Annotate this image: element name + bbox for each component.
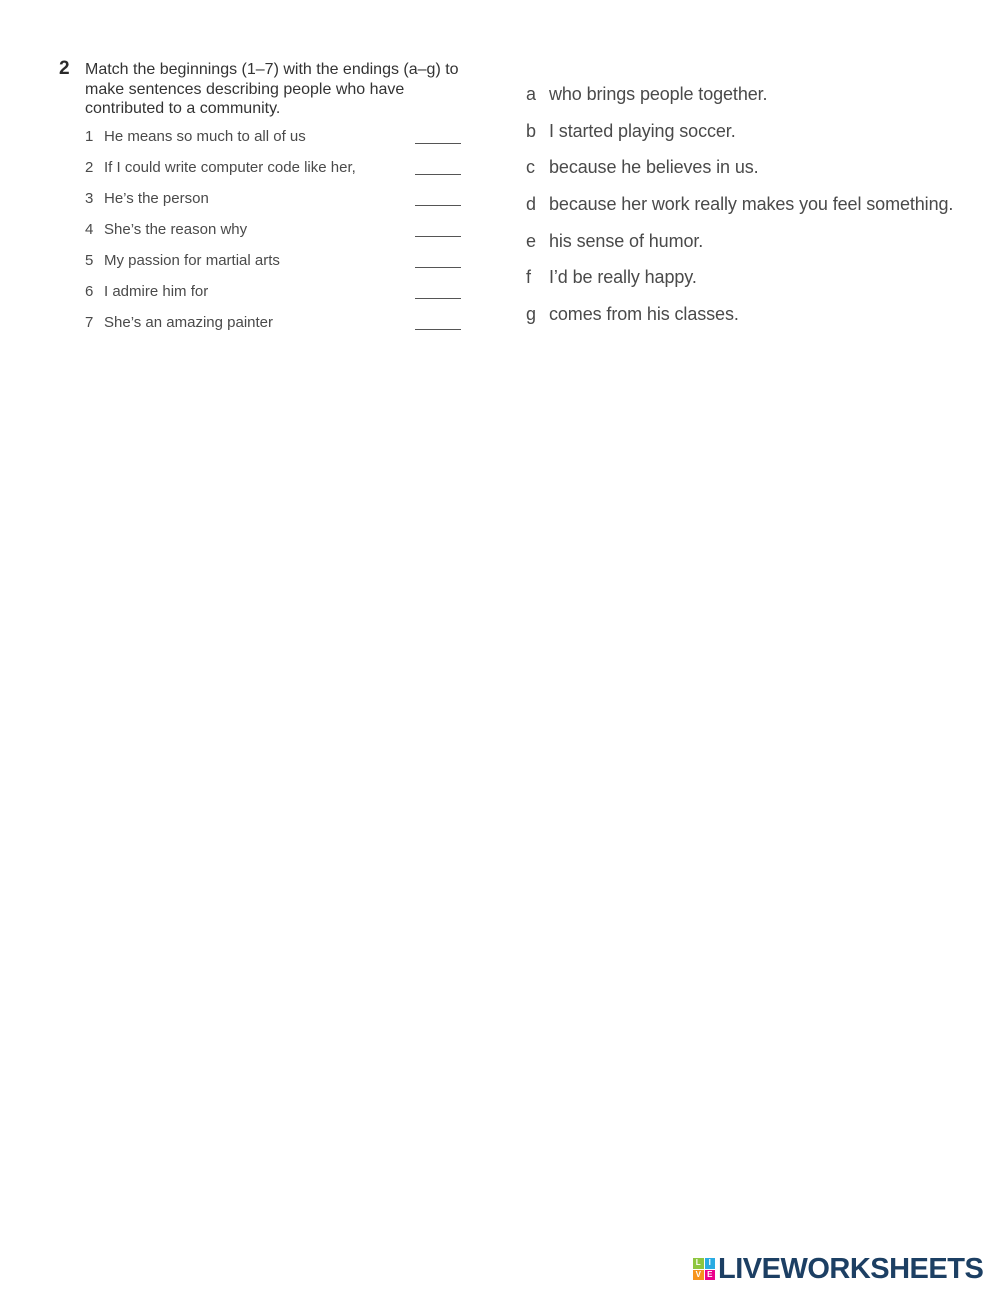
exercise-number: 2	[59, 58, 70, 79]
ending-letter: e	[526, 230, 537, 251]
ending-letter: c	[526, 157, 535, 178]
answer-blank[interactable]	[415, 251, 461, 268]
beginning-text: If I could write computer code like her,	[104, 159, 356, 176]
answer-input[interactable]	[415, 159, 461, 175]
ending-letter: g	[526, 304, 537, 325]
endings-list	[526, 83, 996, 340]
ending-text: comes from his classes.	[549, 304, 739, 325]
beginning-number: 7	[85, 314, 94, 331]
ending-item	[526, 266, 996, 303]
logo-icon-tile: L	[693, 1258, 704, 1269]
ending-letter: f	[526, 267, 532, 288]
beginning-text: I admire him for	[104, 283, 209, 300]
ending-text: I started playing soccer.	[549, 120, 736, 141]
ending-text: because her work really makes you feel something.	[549, 194, 954, 215]
answer-blank[interactable]	[415, 313, 461, 330]
ending-letter: d	[526, 194, 537, 215]
logo-icon-tile: V	[693, 1270, 704, 1281]
beginning-text: My passion for martial arts	[104, 252, 280, 269]
liveworksheets-logo-icon	[693, 1258, 715, 1280]
beginning-number: 4	[85, 221, 94, 238]
liveworksheets-logo-text: LIVEWORKSHEETS	[718, 1252, 984, 1285]
answer-blank[interactable]	[415, 282, 461, 299]
beginning-item	[85, 127, 465, 158]
beginning-item	[85, 313, 465, 344]
ending-text: I’d be really happy.	[549, 267, 697, 288]
beginning-item	[85, 251, 465, 282]
answer-input[interactable]	[415, 190, 461, 206]
answer-blank[interactable]	[415, 127, 461, 144]
ending-item	[526, 120, 996, 157]
exercise-instructions: Match the beginnings (1–7) with the endings (a–g) to make sentences describing people who have contributed to a community.	[85, 61, 459, 117]
answer-blank[interactable]	[415, 220, 461, 237]
beginning-item	[85, 189, 465, 220]
answer-input[interactable]	[415, 252, 461, 268]
beginning-text: He means so much to all of us	[104, 128, 306, 145]
logo-icon-tile: E	[705, 1270, 716, 1281]
beginning-text: She’s the reason why	[104, 221, 248, 238]
beginning-number: 1	[85, 128, 94, 145]
logo-icon-tile: I	[705, 1258, 716, 1269]
ending-item	[526, 156, 996, 193]
ending-item	[526, 193, 996, 230]
answer-blank[interactable]	[415, 189, 461, 206]
beginning-item	[85, 158, 465, 189]
ending-letter: b	[526, 120, 537, 141]
beginning-item	[85, 220, 465, 251]
ending-item	[526, 83, 996, 120]
beginnings-list	[85, 127, 465, 344]
answer-input[interactable]	[415, 283, 461, 299]
beginning-number: 6	[85, 283, 94, 300]
beginning-number: 3	[85, 190, 94, 207]
beginning-text: She’s an amazing painter	[104, 314, 273, 331]
ending-item	[526, 303, 996, 340]
ending-text: who brings people together.	[549, 84, 768, 104]
beginning-item	[85, 282, 465, 313]
beginning-number: 5	[85, 252, 94, 269]
beginning-number: 2	[85, 159, 94, 176]
beginning-text: He’s the person	[104, 190, 209, 207]
ending-text: his sense of humor.	[549, 230, 704, 251]
answer-blank[interactable]	[415, 158, 461, 175]
ending-letter: a	[526, 84, 537, 104]
liveworksheets-logo	[693, 1254, 983, 1284]
ending-text: because he believes in us.	[549, 157, 759, 178]
answer-input[interactable]	[415, 221, 461, 237]
answer-input[interactable]	[415, 314, 461, 330]
answer-input[interactable]	[415, 128, 461, 144]
ending-item	[526, 230, 996, 267]
